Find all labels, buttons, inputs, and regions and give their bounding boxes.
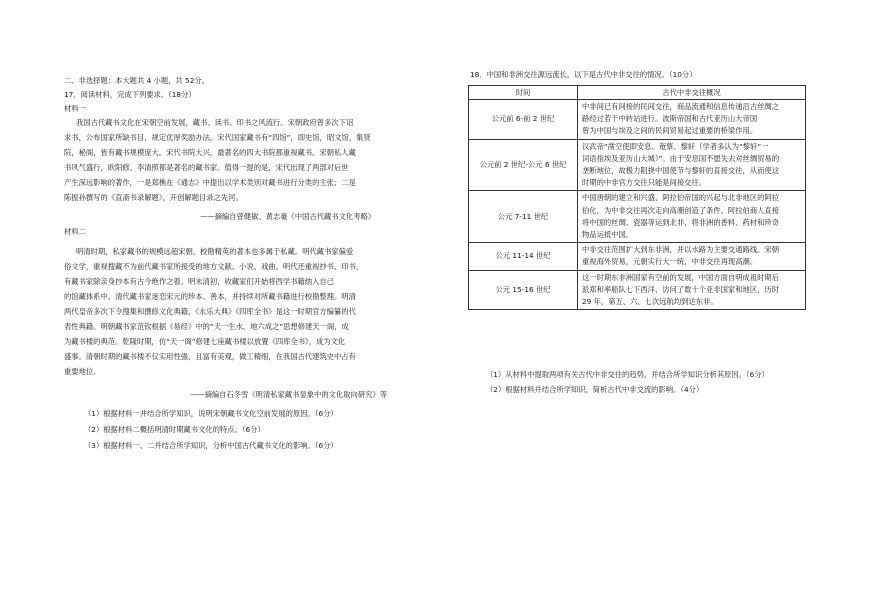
- table-row: [469, 243, 806, 270]
- text-line: 院，秘阁，皆有藏书规模庞大。宋代书院大兴，最著名的四大书院都重视藏书。宋朝私人藏: [64, 148, 356, 157]
- text-line: 明清时期，私家藏书的规模远超宋朝，校勘精英的著本也多属于私藏。明代藏书家偏爱: [76, 247, 354, 256]
- table-row: [469, 191, 806, 243]
- material-2-label: 材料二: [64, 227, 86, 236]
- material-1-label: 材料一: [64, 104, 86, 113]
- history-table: [468, 85, 806, 310]
- table-row: [469, 100, 806, 140]
- text-line: 的馆藏体系中。清代藏书家迷恋宋元的珍本、善本，并持续对所藏书籍进行校勘整理。明清: [64, 292, 356, 301]
- header-overview: 古代中非交往概况: [578, 86, 806, 100]
- row-desc: 汉武帝“凿空使即安息、奄蔡、黎轩（学者多认为“黎轩”一 词语指埃及亚历山大城）”。由于安息国不愿失去对丝绸贸易的 垄断地位，故极力阻挠中国使节与黎轩的直接交往，从而使这 时期的中非官方交往只能是间接交往。: [578, 139, 806, 191]
- text-line: 表性典籍。明朝藏书家范钦根据《易经》中的“天一生水，地六成之”思想修建天一阁，成: [64, 322, 349, 331]
- text-line: 有藏书家除亲身抄本有古今绝作之着。明末清初，收藏家们开始将西学书籍纳入自己: [64, 277, 334, 286]
- text-line: 求书，公布国家所缺书目，规定优厚奖励办法。宋代国家藏书有“四馆”，即史馆，昭文馆，集贤: [64, 133, 371, 142]
- row-time: 公元 11-14 世纪: [469, 243, 578, 270]
- text-line: 为藏书楼的典范。乾隆时期，仿“天一阁”修建七座藏书楼以放置《四库全书》，成为文化: [64, 337, 346, 346]
- table-header-row: [469, 86, 806, 100]
- q17-sub-2: （2）根据材料二概括明清时期藏书文化的特点。（6分）: [84, 425, 265, 434]
- q18-sub-2: （2）根据材料并结合所学知识，简析古代中非交流的影响。（4分）: [486, 385, 704, 394]
- text-line: 我国古代藏书文化在宋朝空前发展，藏书、读书、印书之风流行。宋朝政府曾多次下诏: [76, 118, 354, 127]
- row-desc: 这一时期东非洲国家有空前的发展，中国方面自明成祖时期后 派郑和率船队七下西洋，访问了数十个亚非国家和地区，历时 29 年，第五、六、七次远航均到达东非。: [578, 270, 806, 310]
- header-time: 时间: [469, 86, 578, 100]
- q17-sub-1: （1）根据材料一并结合所学知识，说明宋朝藏书文化空前发展的原因。（6分）: [84, 409, 338, 418]
- q17-sub-3: （3）根据材料一、二并结合所学知识，分析中国古代藏书文化的影响。（6分）: [84, 441, 338, 450]
- table-row: [469, 139, 806, 191]
- row-time: 公元前 2 世纪-公元 6 世纪: [469, 139, 578, 191]
- text-line: 俗文学，重视搜藏不为前代藏书家所接受的地方文献、小说、戏曲。明代还重视抄书、印书，: [64, 262, 364, 271]
- section-header: 二、非选择题：本大题共 4 小题，共 52分。: [64, 76, 209, 85]
- text-line: 产生深远影响的著作，一是郑樵在《通志》中提出以学术类别对藏书进行分类的主张；二是: [64, 178, 356, 187]
- table-row: [469, 270, 806, 310]
- q18-title: 18．中国和非洲交往源远流长，以下是古代中非交往的情况。（10分）: [470, 70, 697, 79]
- row-desc: 中国唐朝的建立和兴盛、阿拉伯帝国的兴起与北非地区的阿拉 伯化，为中非交往再次走向高潮创造了条件。阿拉伯商人直接 将中国的丝绸、瓷器等运到北非，将非洲的香料、药材和珍奇 物品运抵中国。: [578, 191, 806, 243]
- text-line: 盛事。清朝时期的藏书楼不仅实用性强，且富有美观，做工精细，在我国古代建筑史中占有: [64, 352, 356, 361]
- material-2-source: ——摘编自石冬雪《明清私家藏书显象中的文化取向研究》等: [190, 390, 388, 399]
- row-desc: 中非交往范围扩大到东非洲，并以水路为主要交通路线。宋朝 重视海外贸易，元朝实行大一统，中非交往再现高潮。: [578, 243, 806, 270]
- row-time: 公元 15-16 世纪: [469, 270, 578, 310]
- text-line: 两代皇帝多次下令搜集和撰修文化典籍，《永乐大典》《四库全书》是这一时期官方编纂的代: [64, 307, 356, 316]
- text-line: 书风气盛行，欧阳修、李清照都是著名的藏书家。值得一提的是，宋代出现了两部对后世: [64, 163, 349, 172]
- text-line: 陈振孙撰写的《直斋书录解题》，开创解题目录之先河。: [64, 193, 243, 202]
- q18-sub-1: （1）从材料中提取两项有关古代中非交往的趋势，并结合所学知识分析其原因。（6分）: [486, 370, 769, 379]
- row-time: 公元前 6-前 2 世纪: [469, 100, 578, 140]
- material-1-source: ——摘编自曾健敏、黄志豪《中国古代藏书文化考略》: [200, 212, 376, 221]
- text-line: 重要地位。: [64, 367, 101, 376]
- q17-title: 17．阅读材料，完成下列要求。（18分）: [64, 90, 196, 99]
- row-time: 公元 7-11 世纪: [469, 191, 578, 243]
- row-desc: 中非间已有间接的民间交往，商品流通和信息传递沿古丝绸之 路经过若干中转站进行。波斯帝国和古代亚历山大帝国 曾为中国与埃及之间的民间贸易起过重要的桥梁作用。: [578, 100, 806, 140]
